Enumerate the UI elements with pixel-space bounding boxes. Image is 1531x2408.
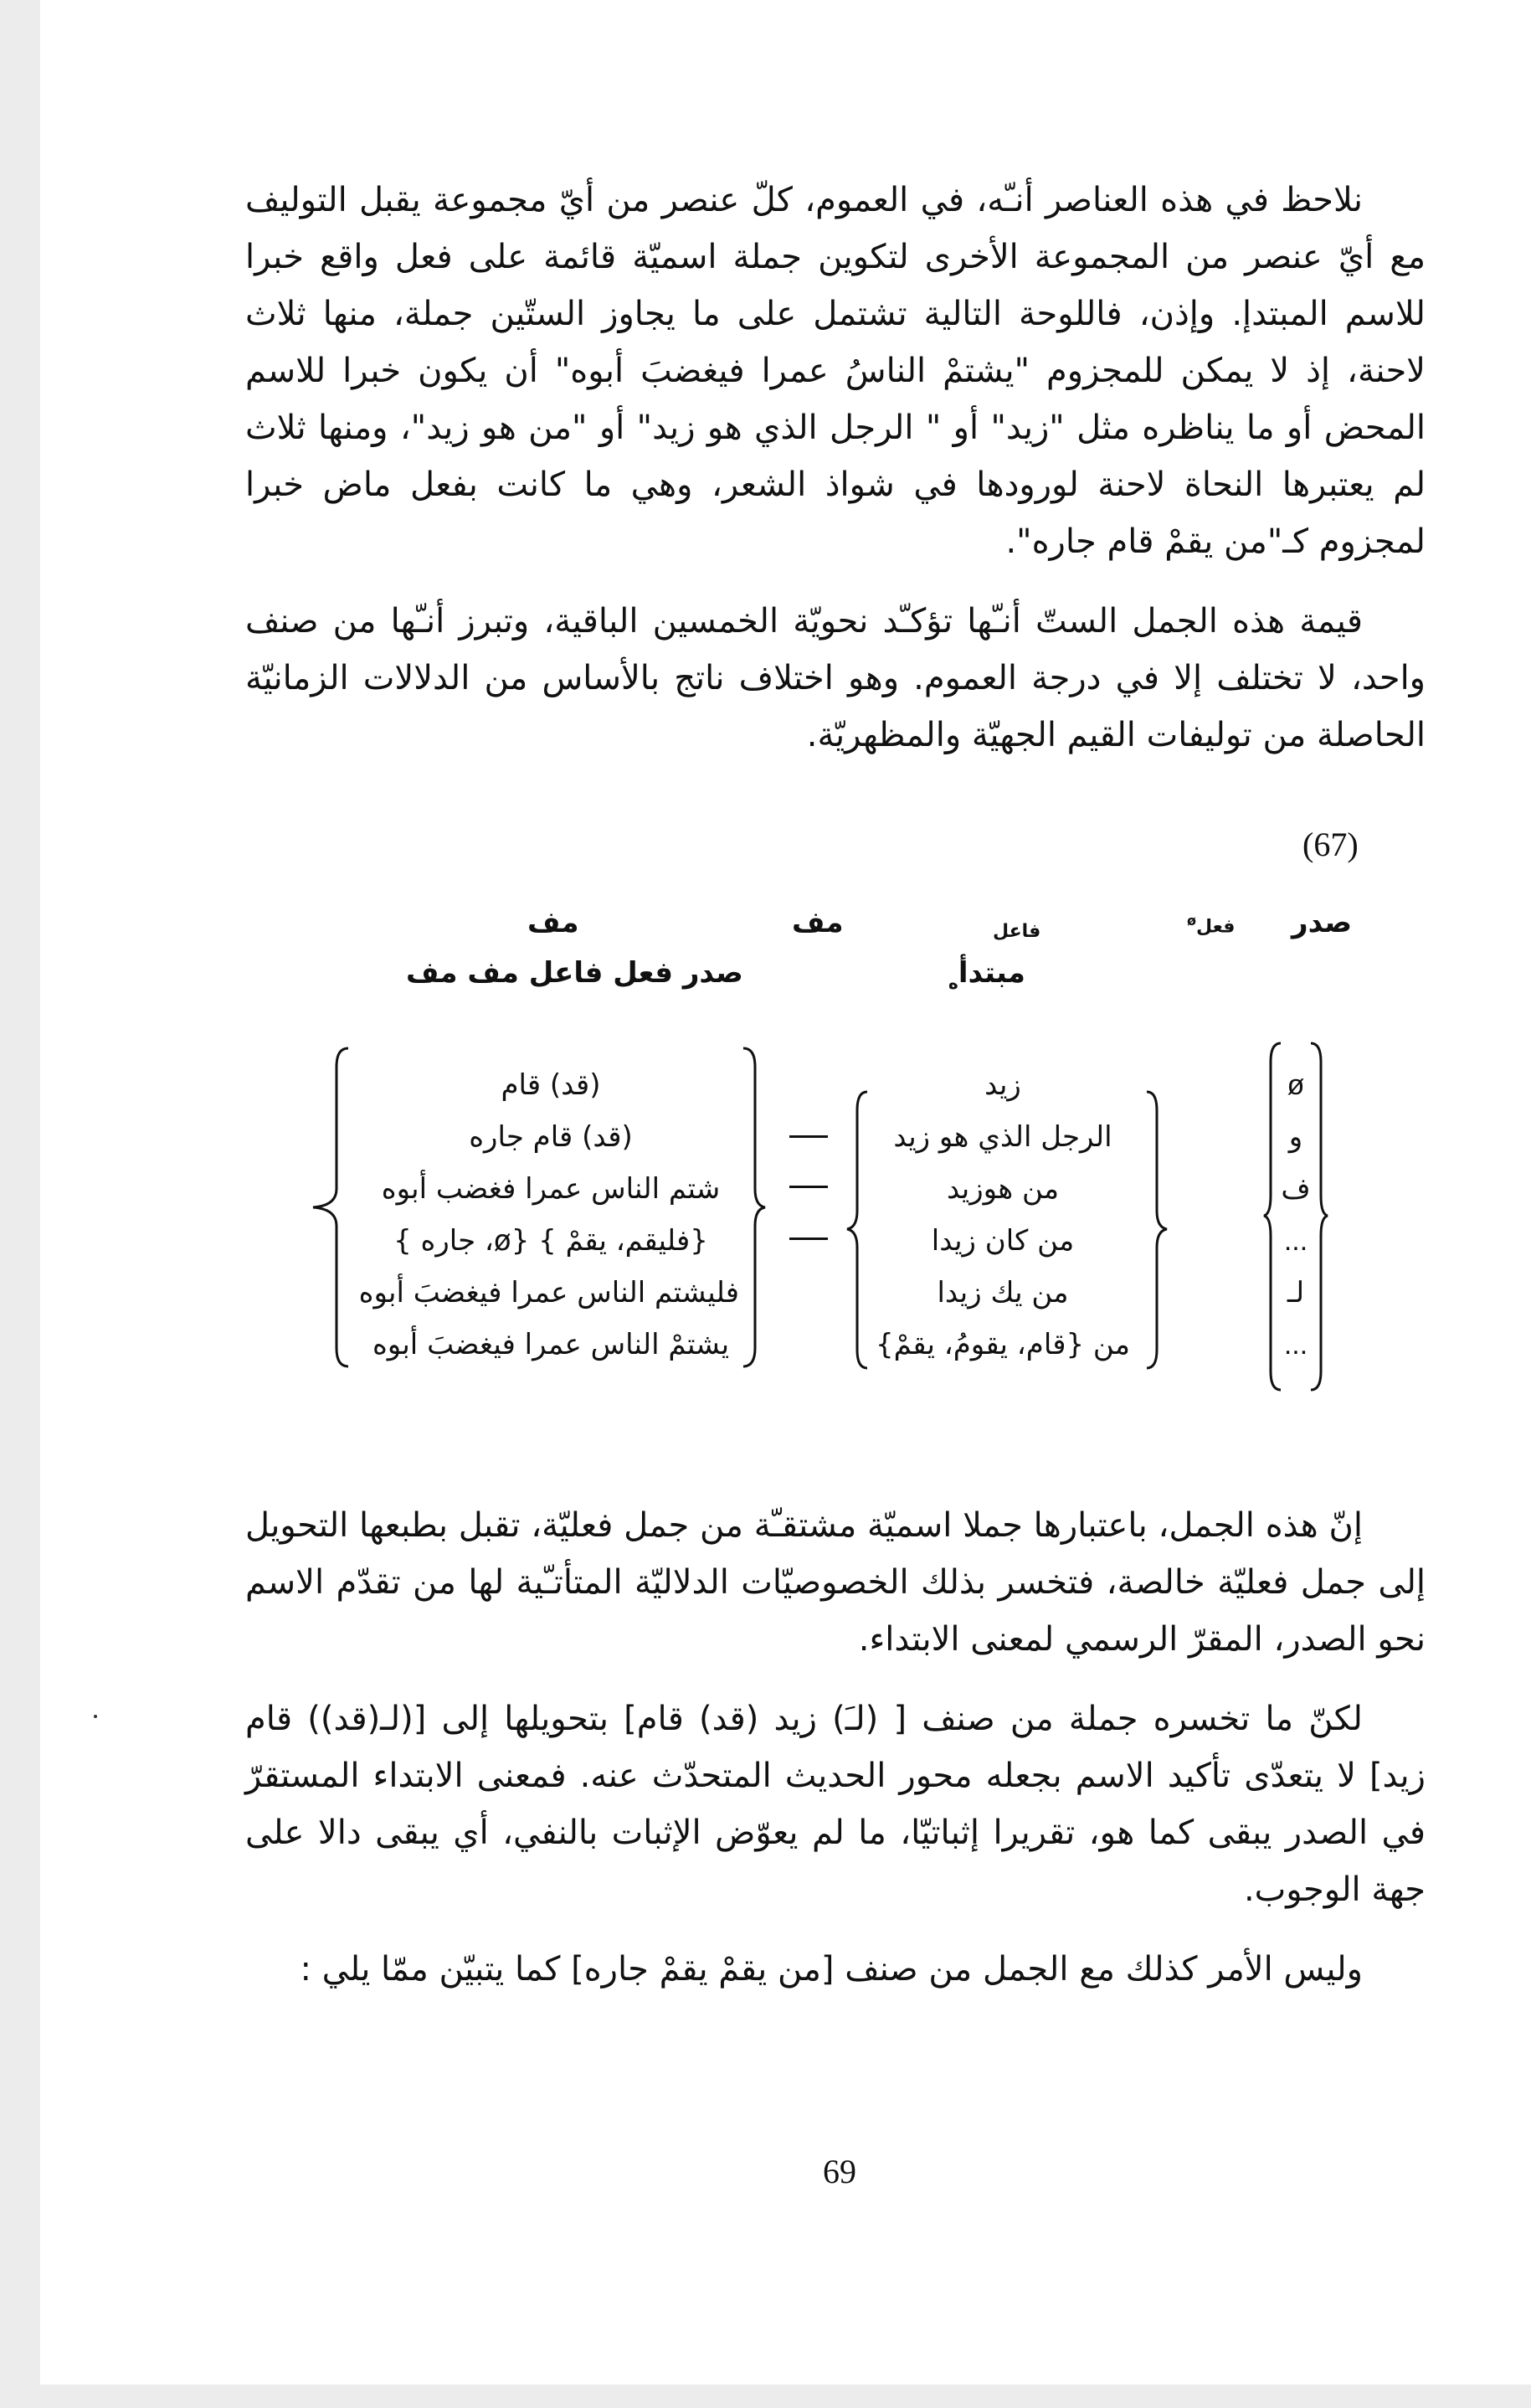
col1-item: ø xyxy=(1287,1069,1305,1101)
dash-2 xyxy=(789,1186,828,1188)
col2-item: الرجل الذي هو زيد xyxy=(893,1120,1112,1154)
col1-item: ف xyxy=(1281,1173,1311,1205)
col2-item: من كان زيدا xyxy=(931,1224,1075,1258)
body-text-bottom xyxy=(245,1497,1426,2020)
page-number: 69 xyxy=(823,2153,856,2190)
header-maf-left: مف xyxy=(527,906,579,939)
header-maf-middle: مف xyxy=(792,906,844,939)
col1-item: ... xyxy=(1283,1225,1308,1257)
paragraph-3: إنّ هذه الجمل، باعتبارها جملا اسميّة مشتقـّة من جمل فعليّة، تقبل بطبعها التحويل إلى جمل فعليّة خالصة، فتخسر بذلك الخصوصيّات الدلاليّة المتأتـّية لها من تقدّم الاسم نحو الصدر، المقرّ الرسمي لمعنى الابتداء. xyxy=(245,1506,1426,1659)
paragraph-2: قيمة هذه الجمل الستّ أنـّها تؤكـّد نحويّة الخمسين الباقية، وتبرز أنـّها من صنف واحد، لا تختلف إلا في درجة العموم. وهو اختلاف ناتج بالأساس من الدلالات الزمانيّة الحاصلة من توليفات القيم الجهيّة والمظهريّة. xyxy=(245,602,1426,754)
dash-1 xyxy=(789,1135,828,1138)
header-fail: فاعل xyxy=(993,921,1041,942)
col2-list xyxy=(865,1059,1141,1371)
col3-item: يشتمْ الناس عمرا فيغضبَ أبوه xyxy=(372,1328,730,1361)
col2-item: من {قام، يقومُ، يقمْ} xyxy=(876,1328,1130,1361)
col3-list xyxy=(358,1059,739,1371)
example-number: (67) xyxy=(1302,826,1359,863)
col2-item: من هوزيد xyxy=(946,1172,1060,1206)
dash-3 xyxy=(789,1237,828,1240)
col3-item: (قد) قام جاره xyxy=(469,1120,633,1154)
scan-speck xyxy=(94,1715,97,1718)
col1-item: ... xyxy=(1283,1329,1308,1361)
col3-item: {فليقم، يقمْ } {ø، جاره } xyxy=(393,1224,708,1258)
paragraph-5: وليس الأمر كذلك مع الجمل من صنف [من يقمْ يقمْ جاره] كما يتبيّن ممّا يلي : xyxy=(300,1950,1363,1989)
body-text-top xyxy=(245,172,1426,786)
col3-item: فليشتم الناس عمرا فيغضبَ أبوه xyxy=(358,1276,739,1309)
col1-list xyxy=(1279,1059,1313,1371)
header-mubtada: مبتدأ$_ه$ xyxy=(948,956,1025,993)
paragraph-4: لكنّ ما تخسره جملة من صنف [ (لـَ) زيد (قد) قام] بتحويلها إلى [(لـ(قد)) قام زيد] لا يتعدّى تأكيد الاسم بجعله محور الحديث المتحدّث عنه. فمعنى الابتداء المستقرّ في الصدر يبقى كما هو، تقريرا إثباتيّا، ما لم يعوّض الإثبات بالنفي، أي يبقى دالا على جهة الوجوب. xyxy=(245,1700,1426,1909)
header-left-subtitle: صدر فعل فاعل مف مف xyxy=(406,956,743,990)
header-fil: فعل$^ø$ xyxy=(1187,913,1236,938)
col1-item: و xyxy=(1288,1121,1303,1153)
col2-item: زيد xyxy=(984,1068,1021,1102)
paragraph-1: نلاحظ في هذه العناصر أنـّه، في العموم، كلّ عنصر من أيّ مجموعة يقبل التوليف مع أيّ عنصر من المجموعة الأخرى لتكوين جملة اسميّة قائمة على فعل واقع خبرا للاسم المبتدإ. وإذن، فاللوحة التالية تشتمل على ما يجاوز الستّين جملة، منها ثلاث لاحنة، إذ لا يمكن للمجزوم "يشتمْ الناسُ عمرا فيغضبَ أبوه" أن يكون خبرا للاسم المحض أو ما يناظره مثل "زيد" أو " الرجل الذي هو زيد" أو "من هو زيد"، ومنها ثلاث لم يعتبرها النحاة لاحنة لورودها في شواذ الشعر، وهي ما كانت بفعل ماض خبرا لمجزوم كـ"من يقمْ قام جاره". xyxy=(245,181,1426,561)
col2-item: من يك زيدا xyxy=(937,1276,1069,1309)
col3-item: شتم الناس عمرا فغضب أبوه xyxy=(381,1172,721,1206)
header-sadr: صدر xyxy=(1292,906,1353,939)
col3-item: (قد) قام xyxy=(501,1068,601,1102)
col1-item: لـ xyxy=(1287,1277,1305,1309)
document-page xyxy=(40,0,1531,2385)
